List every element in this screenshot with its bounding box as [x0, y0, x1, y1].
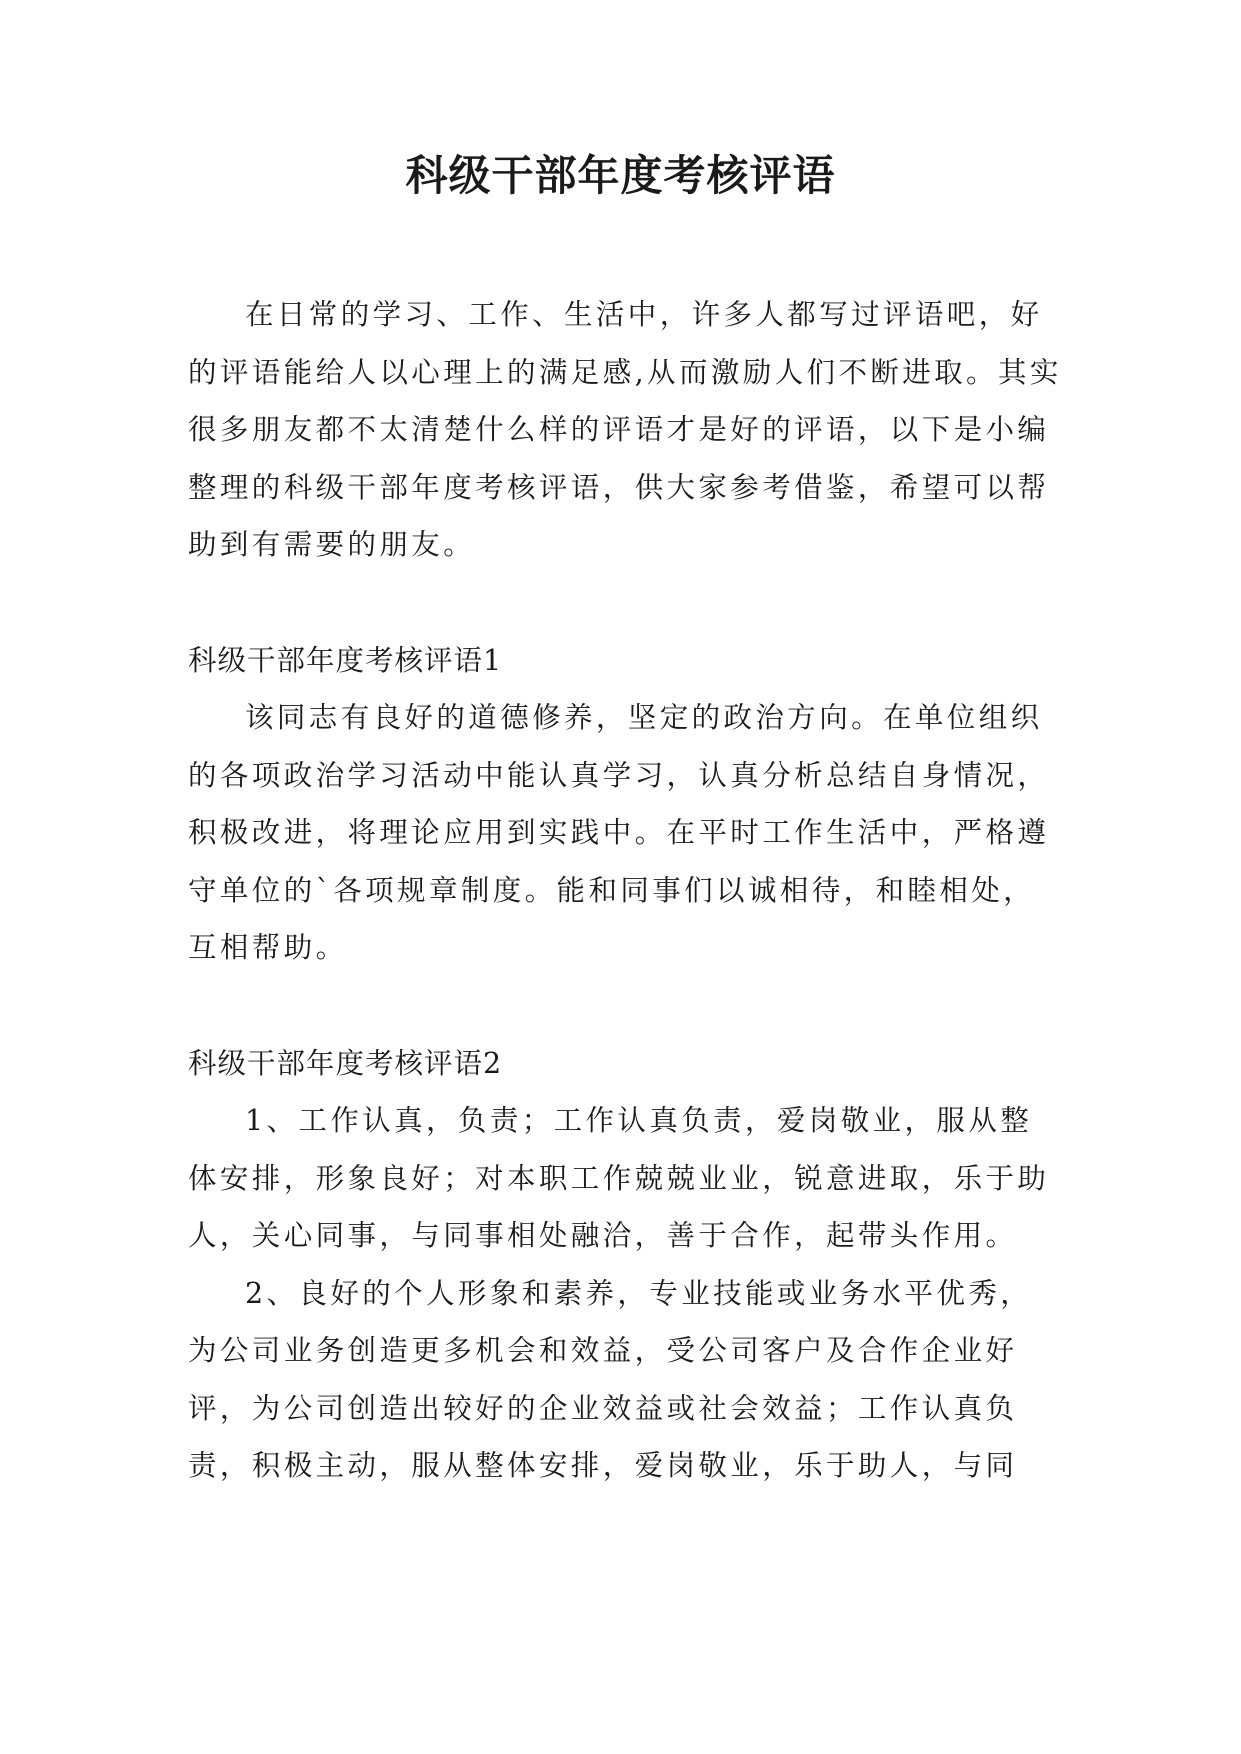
document-title: 科级干部年度考核评语 [405, 151, 836, 200]
section-spacer [188, 977, 1064, 1035]
section-spacer [188, 574, 1064, 632]
section-1-paragraph-1: 该同志有良好的道德修养，坚定的政治方向。在单位组织的各项政治学习活动中能认真学习，认真分析总结自身情况，积极改进，将理论应用到实践中。在平时工作生活中，严格遵守单位的`各项规章制度。能和同事们以诚相待，和睦相处，互相帮助。 [188, 701, 1050, 964]
section-heading-1: 科级干部年度考核评语1 [188, 643, 503, 677]
intro-paragraph: 在日常的学习、工作、生活中，许多人都写过评语吧，好的评语能给人以心理上的满足感,从而激励人们不断进取。其实很多朋友都不太清楚什么样的评语才是好的评语，以下是小编整理的科级干部年度考核评语，供大家参考借鉴，希望可以帮助到有需要的朋友。 [188, 298, 1062, 561]
section-2-paragraph-2: 2、良好的个人形象和素养，专业技能或业务水平优秀，为公司业务创造更多机会和效益，受公司客户及合作企业好评，为公司创造出较好的企业效益或社会效益；工作认真负责，积极主动，服从整体安排，爱岗敬业，乐于助人，与同 [188, 1276, 1033, 1482]
document-body [188, 286, 1064, 1495]
section-2-paragraph-1: 1、工作认真，负责；工作认真负责，爱岗敬业，服从整体安排，形象良好；对本职工作兢兢业业，锐意进取，乐于助人，关心同事，与同事相处融洽，善于合作，起带头作用。 [188, 1104, 1050, 1252]
section-heading-2: 科级干部年度考核评语2 [188, 1046, 503, 1080]
